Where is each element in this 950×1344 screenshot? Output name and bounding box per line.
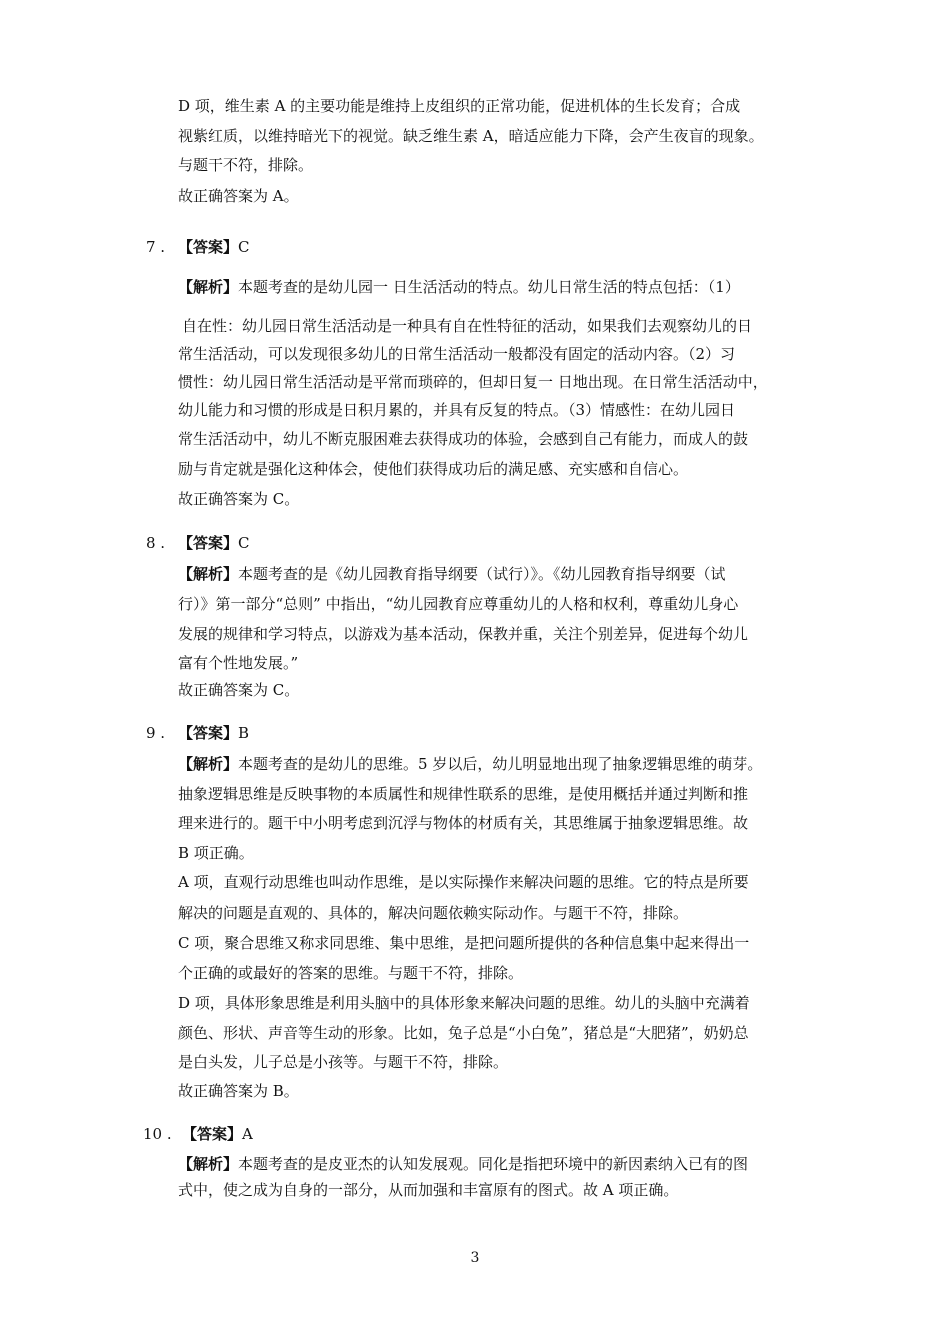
analysis-line: 常生活活动，可以发现很多幼儿的日常生活活动一般都没有固定的活动内容。（2）习 [178, 345, 736, 363]
intro-line: 与题干不符，排除。 [178, 156, 314, 174]
analysis-tag: 【解析】 [178, 755, 239, 773]
analysis-first-line: 【解析】本题考查的是皮亚杰的认知发展观。同化是指把环境中的新因素纳入已有的图 [178, 1155, 749, 1173]
analysis-first-line: 【解析】本题考查的是幼儿的思维。5 岁以后，幼儿明显地出现了抽象逻辑思维的萌芽。 [178, 755, 763, 773]
answer-tag: 【答案】 [178, 534, 239, 552]
answer-value: B [238, 724, 250, 742]
analysis-line: 富有个性地发展。” [178, 654, 299, 672]
page-number: 3 [470, 1250, 480, 1266]
analysis-line: 幼儿能力和习惯的形成是日积月累的，并具有反复的特点。（3）情感性：在幼儿园日 [178, 401, 736, 419]
analysis-line: 式中，使之成为自身的一部分，从而加强和丰富原有的图式。故 A 项正确。 [178, 1181, 679, 1199]
analysis-tag: 【解析】 [178, 278, 239, 296]
analysis-line: 颜色、形状、声音等生动的形象。比如，兔子总是“小白兔”，猪总是“大肥猪”，奶奶总 [178, 1024, 749, 1042]
analysis-line: 励与肯定就是强化这种体会，使他们获得成功后的满足感、充实感和自信心。 [178, 460, 689, 478]
analysis-line: A 项，直观行动思维也叫动作思维，是以实际操作来解决问题的思维。它的特点是所要 [178, 873, 749, 891]
question-number: 8 . [146, 534, 166, 552]
analysis-line: 个正确的或最好的答案的思维。与题干不符，排除。 [178, 964, 524, 982]
conclusion-line: 故正确答案为 C。 [178, 681, 300, 699]
analysis-line: 行）》第一部分“总则” 中指出，“幼儿园教育应尊重幼儿的人格和权利，尊重幼儿身心 [178, 595, 739, 613]
question-number: 9 . [146, 724, 166, 742]
answer-line [182, 1124, 253, 1144]
analysis-line: D 项，具体形象思维是利用头脑中的具体形象来解决问题的思维。幼儿的头脑中充满着 [178, 994, 750, 1012]
analysis-line: 是白头发，儿子总是小孩等。与题干不符，排除。 [178, 1053, 509, 1071]
question-number: 7 . [146, 238, 166, 256]
analysis-line: 发展的规律和学习特点，以游戏为基本活动，保教并重，关注个别差异，促进每个幼儿 [178, 625, 749, 643]
answer-value: C [238, 534, 250, 552]
analysis-line: 惯性：幼儿园日常生活活动是平常而琐碎的，但却日复一 日地出现。在日常生活活动中， [178, 373, 768, 391]
analysis-line: B 项正确。 [178, 844, 254, 862]
analysis-line: 解决的问题是直观的、具体的，解决问题依赖实际动作。与题干不符，排除。 [178, 904, 689, 922]
answer-value: C [238, 238, 250, 256]
analysis-line: 抽象逻辑思维是反映事物的本质属性和规律性联系的思维，是使用概括并通过判断和推 [178, 785, 749, 803]
answer-line [178, 237, 250, 257]
conclusion-line: 故正确答案为 B。 [178, 1082, 299, 1100]
analysis-line: 理来进行的。题干中小明考虑到沉浮与物体的材质有关，其思维属于抽象逻辑思维。故 [178, 814, 749, 832]
intro-line: D 项，维生素 A 的主要功能是维持上皮组织的正常功能，促进机体的生长发育；合成 [178, 97, 741, 115]
conclusion-line: 故正确答案为 C。 [178, 490, 300, 508]
analysis-tag: 【解析】 [178, 1155, 239, 1173]
analysis-tag: 【解析】 [178, 565, 239, 583]
answer-line [178, 723, 249, 743]
question-number: 10 . [143, 1125, 172, 1143]
analysis-line: 常生活活动中，幼儿不断克服困难去获得成功的体验，会感到自己有能力，而成人的鼓 [178, 430, 749, 448]
analysis-line: C 项，聚合思维又称求同思维、集中思维，是把问题所提供的各种信息集中起来得出一 [178, 934, 750, 952]
intro-line: 故正确答案为 A。 [178, 187, 299, 205]
intro-line: 视紫红质，以维持暗光下的视觉。缺乏维生素 A，暗适应能力下降，会产生夜盲的现象。 [178, 127, 764, 145]
answer-tag: 【答案】 [178, 724, 239, 742]
analysis-first-line: 【解析】本题考查的是《幼儿园教育指导纲要（试行）》。《幼儿园教育指导纲要（试 [178, 565, 726, 583]
analysis-first-line: 【解析】本题考查的是幼儿园一 日生活活动的特点。幼儿日常生活的特点包括：（1） [178, 278, 740, 296]
analysis-line: 自在性：幼儿园日常生活活动是一种具有自在性特征的活动，如果我们去观察幼儿的日 [182, 317, 753, 335]
answer-line [178, 533, 250, 553]
answer-tag: 【答案】 [182, 1125, 243, 1143]
answer-tag: 【答案】 [178, 238, 239, 256]
answer-value: A [242, 1125, 253, 1143]
